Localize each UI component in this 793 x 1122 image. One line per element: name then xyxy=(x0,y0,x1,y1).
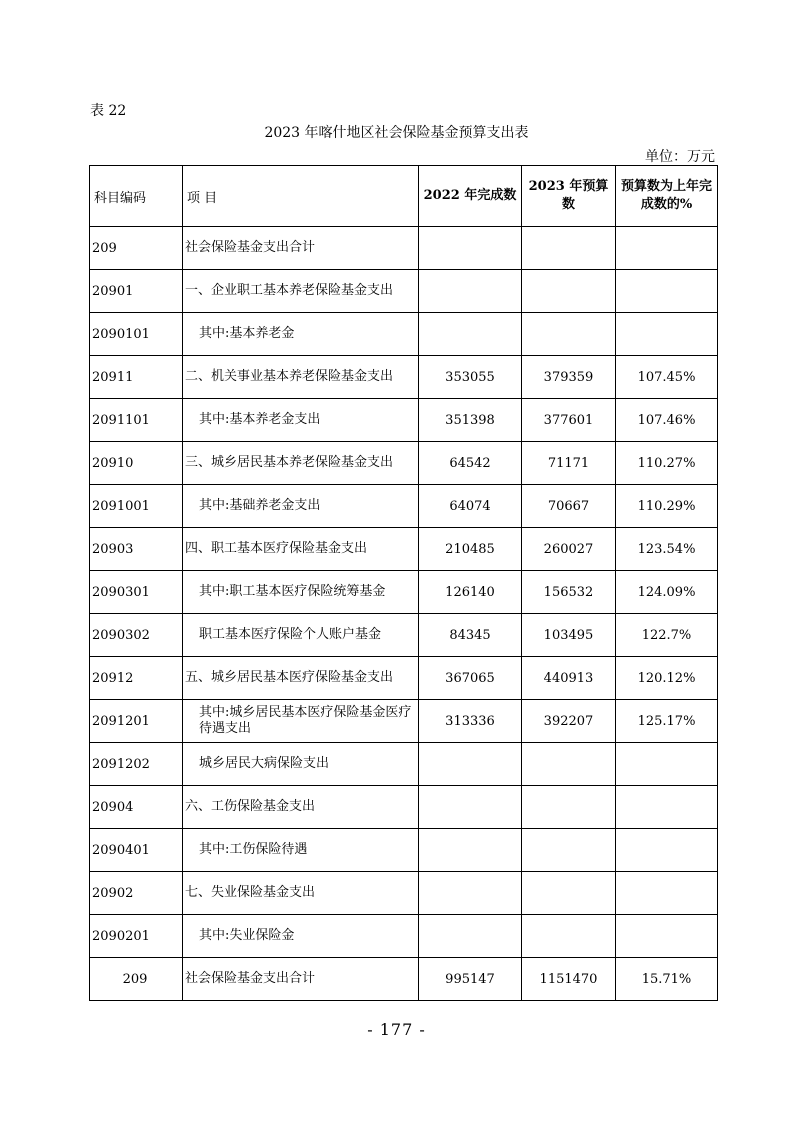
row-ratio: 110.27% xyxy=(616,442,718,485)
row-code: 2090201 xyxy=(90,915,183,958)
row-item: 其中:基本养老金 xyxy=(183,313,419,356)
row-item: 二、机关事业基本养老保险基金支出 xyxy=(183,356,419,399)
table-row xyxy=(90,399,718,442)
unit-label: 单位：万元 xyxy=(645,149,715,165)
expenditure-table xyxy=(89,165,718,1001)
row-ratio xyxy=(616,227,718,270)
row-item: 其中:职工基本医疗保险统筹基金 xyxy=(183,571,419,614)
row-code: 209 xyxy=(90,227,183,270)
table-row xyxy=(90,270,718,313)
table-row xyxy=(90,485,718,528)
row-item: 其中:城乡居民基本医疗保险基金医疗待遇支出 xyxy=(183,700,419,743)
table-row xyxy=(90,657,718,700)
row-ratio xyxy=(616,829,718,872)
row-completed-2022: 210485 xyxy=(419,528,522,571)
row-ratio: 125.17% xyxy=(616,700,718,743)
row-ratio: 110.29% xyxy=(616,485,718,528)
page-number: - 177 - xyxy=(367,1020,426,1039)
row-budget-2023 xyxy=(522,915,616,958)
row-completed-2022: 995147 xyxy=(419,958,522,1001)
row-budget-2023: 440913 xyxy=(522,657,616,700)
row-completed-2022 xyxy=(419,743,522,786)
row-code: 20902 xyxy=(90,872,183,915)
row-item: 六、工伤保险基金支出 xyxy=(183,786,419,829)
row-ratio: 122.7% xyxy=(616,614,718,657)
row-code: 2090301 xyxy=(90,571,183,614)
header-budget-2023: 2023 年预算数 xyxy=(522,166,616,227)
header-item: 项 目 xyxy=(183,166,419,227)
row-completed-2022: 64074 xyxy=(419,485,522,528)
table-row xyxy=(90,614,718,657)
row-code: 20910 xyxy=(90,442,183,485)
row-completed-2022: 353055 xyxy=(419,356,522,399)
row-item: 社会保险基金支出合计 xyxy=(183,227,419,270)
table-row xyxy=(90,442,718,485)
row-ratio: 107.46% xyxy=(616,399,718,442)
table-row xyxy=(90,571,718,614)
row-budget-2023 xyxy=(522,270,616,313)
row-completed-2022 xyxy=(419,829,522,872)
row-completed-2022 xyxy=(419,915,522,958)
row-budget-2023: 260027 xyxy=(522,528,616,571)
row-budget-2023 xyxy=(522,743,616,786)
row-ratio: 120.12% xyxy=(616,657,718,700)
row-completed-2022: 367065 xyxy=(419,657,522,700)
row-budget-2023: 156532 xyxy=(522,571,616,614)
row-item: 四、职工基本医疗保险基金支出 xyxy=(183,528,419,571)
row-budget-2023 xyxy=(522,786,616,829)
row-item: 其中:工伤保险待遇 xyxy=(183,829,419,872)
row-budget-2023: 379359 xyxy=(522,356,616,399)
row-completed-2022 xyxy=(419,786,522,829)
table-row xyxy=(90,528,718,571)
table-header-row xyxy=(90,166,718,227)
row-item: 七、失业保险基金支出 xyxy=(183,872,419,915)
row-completed-2022: 64542 xyxy=(419,442,522,485)
row-item: 一、企业职工基本养老保险基金支出 xyxy=(183,270,419,313)
row-budget-2023 xyxy=(522,829,616,872)
row-code: 2091202 xyxy=(90,743,183,786)
row-completed-2022: 126140 xyxy=(419,571,522,614)
row-ratio: 15.71% xyxy=(616,958,718,1001)
row-item: 职工基本医疗保险个人账户基金 xyxy=(183,614,419,657)
row-budget-2023: 392207 xyxy=(522,700,616,743)
row-completed-2022: 351398 xyxy=(419,399,522,442)
row-item: 五、城乡居民基本医疗保险基金支出 xyxy=(183,657,419,700)
row-ratio xyxy=(616,915,718,958)
table-body xyxy=(90,227,718,1001)
row-budget-2023 xyxy=(522,227,616,270)
table-row xyxy=(90,227,718,270)
row-completed-2022 xyxy=(419,270,522,313)
row-code: 2090302 xyxy=(90,614,183,657)
row-code: 20912 xyxy=(90,657,183,700)
row-ratio: 124.09% xyxy=(616,571,718,614)
row-item: 三、城乡居民基本养老保险基金支出 xyxy=(183,442,419,485)
row-ratio xyxy=(616,743,718,786)
row-ratio xyxy=(616,313,718,356)
row-code: 209 xyxy=(90,958,183,1001)
row-code: 2091201 xyxy=(90,700,183,743)
row-code: 2091101 xyxy=(90,399,183,442)
row-ratio: 107.45% xyxy=(616,356,718,399)
row-budget-2023: 71171 xyxy=(522,442,616,485)
row-code: 2091001 xyxy=(90,485,183,528)
row-item: 城乡居民大病保险支出 xyxy=(183,743,419,786)
table-row xyxy=(90,356,718,399)
header-ratio: 预算数为上年完成数的% xyxy=(616,166,718,227)
row-completed-2022 xyxy=(419,227,522,270)
row-item: 其中:失业保险金 xyxy=(183,915,419,958)
table-row xyxy=(90,313,718,356)
row-budget-2023 xyxy=(522,313,616,356)
row-ratio: 123.54% xyxy=(616,528,718,571)
row-code: 20911 xyxy=(90,356,183,399)
table-row xyxy=(90,786,718,829)
table-total-row xyxy=(90,958,718,1001)
table-row xyxy=(90,829,718,872)
table-row xyxy=(90,872,718,915)
document-title: 2023 年喀什地区社会保险基金预算支出表 xyxy=(264,125,529,141)
row-budget-2023: 70667 xyxy=(522,485,616,528)
header-completed-2022: 2022 年完成数 xyxy=(419,166,522,227)
row-completed-2022 xyxy=(419,872,522,915)
row-code: 2090401 xyxy=(90,829,183,872)
row-code: 20901 xyxy=(90,270,183,313)
row-code: 2090101 xyxy=(90,313,183,356)
row-completed-2022 xyxy=(419,313,522,356)
row-budget-2023: 103495 xyxy=(522,614,616,657)
row-completed-2022: 84345 xyxy=(419,614,522,657)
row-budget-2023 xyxy=(522,872,616,915)
row-budget-2023: 1151470 xyxy=(522,958,616,1001)
table-number-label: 表 22 xyxy=(90,103,127,119)
row-item: 其中:基本养老金支出 xyxy=(183,399,419,442)
row-completed-2022: 313336 xyxy=(419,700,522,743)
row-code: 20904 xyxy=(90,786,183,829)
row-item: 其中:基础养老金支出 xyxy=(183,485,419,528)
row-ratio xyxy=(616,786,718,829)
row-ratio xyxy=(616,872,718,915)
row-item: 社会保险基金支出合计 xyxy=(183,958,419,1001)
header-code: 科目编码 xyxy=(90,166,183,227)
table-row xyxy=(90,743,718,786)
row-ratio xyxy=(616,270,718,313)
table-row xyxy=(90,915,718,958)
row-budget-2023: 377601 xyxy=(522,399,616,442)
row-code: 20903 xyxy=(90,528,183,571)
table-row xyxy=(90,700,718,743)
